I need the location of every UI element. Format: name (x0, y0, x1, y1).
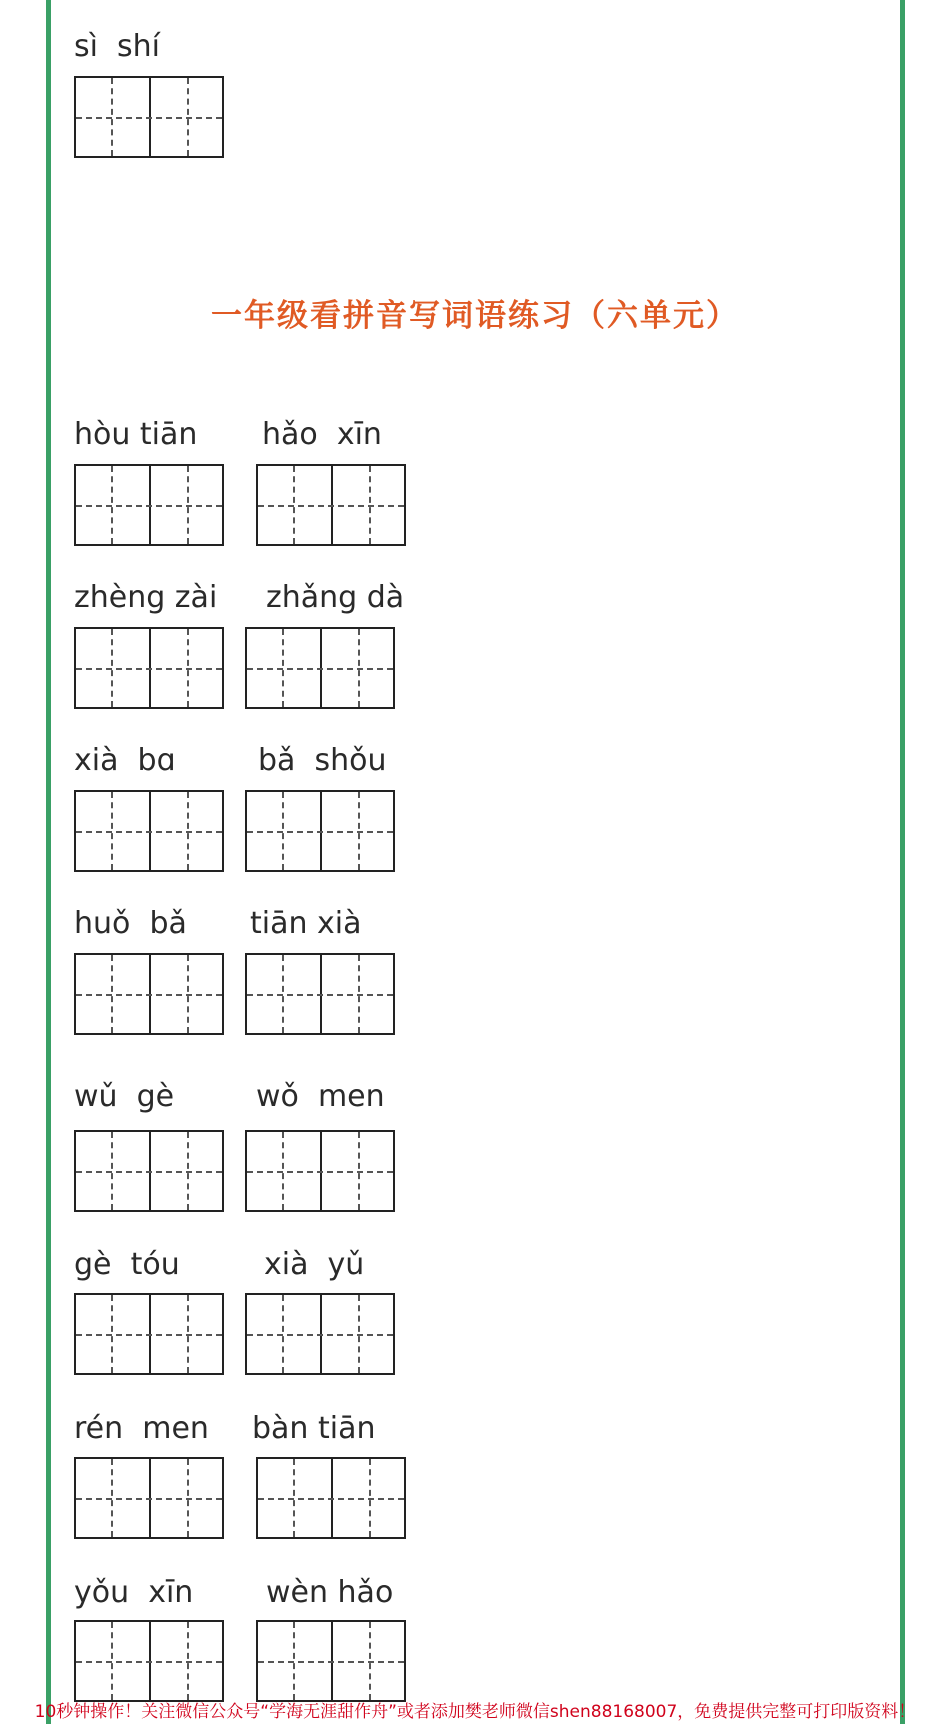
page-title: 一年级看拼音写词语练习（六单元） (211, 298, 739, 334)
writing-grid[interactable] (74, 76, 224, 158)
writing-grid[interactable] (74, 464, 224, 546)
writing-grid[interactable] (256, 1457, 406, 1539)
pinyin-label: zhèng zài (74, 580, 218, 615)
pinyin-label: xià bɑ (74, 743, 176, 778)
writing-grid[interactable] (74, 1457, 224, 1539)
writing-grid[interactable] (74, 627, 224, 709)
writing-grid[interactable] (245, 1130, 395, 1212)
pinyin-label: hòu tiān (74, 417, 198, 452)
pinyin-label: wǒ men (256, 1079, 385, 1114)
pinyin-label: hǎo xīn (262, 417, 382, 452)
pinyin-label: wèn hǎo (266, 1575, 394, 1610)
writing-grid[interactable] (245, 627, 395, 709)
pinyin-label: bǎ shǒu (258, 743, 387, 778)
writing-grid[interactable] (74, 790, 224, 872)
pinyin-label: huǒ bǎ (74, 906, 187, 941)
writing-grid[interactable] (256, 1620, 406, 1702)
left-border (46, 0, 51, 1724)
footer-notice: 10秒钟操作！关注微信公众号“学海无涯甜作舟”或者添加樊老师微信shen88168007，免费提供完整可打印版资料！ (34, 1702, 916, 1722)
writing-grid[interactable] (74, 1620, 224, 1702)
writing-grid[interactable] (256, 464, 406, 546)
pinyin-label: zhǎng dà (266, 580, 405, 615)
pinyin-label: wǔ gè (74, 1079, 175, 1114)
pinyin-label: rén men (74, 1411, 209, 1446)
pinyin-label: gè tóu (74, 1247, 180, 1282)
pinyin-label: yǒu xīn (74, 1575, 194, 1610)
writing-grid[interactable] (74, 1130, 224, 1212)
writing-grid[interactable] (74, 953, 224, 1035)
writing-grid[interactable] (245, 790, 395, 872)
writing-grid[interactable] (245, 953, 395, 1035)
right-border (900, 0, 905, 1724)
writing-grid[interactable] (245, 1293, 395, 1375)
pinyin-label: tiān xià (250, 906, 362, 941)
pinyin-label: xià yǔ (264, 1247, 365, 1282)
writing-grid[interactable] (74, 1293, 224, 1375)
pinyin-label: bàn tiān (252, 1411, 376, 1446)
pinyin-label: sì shí (74, 29, 161, 64)
